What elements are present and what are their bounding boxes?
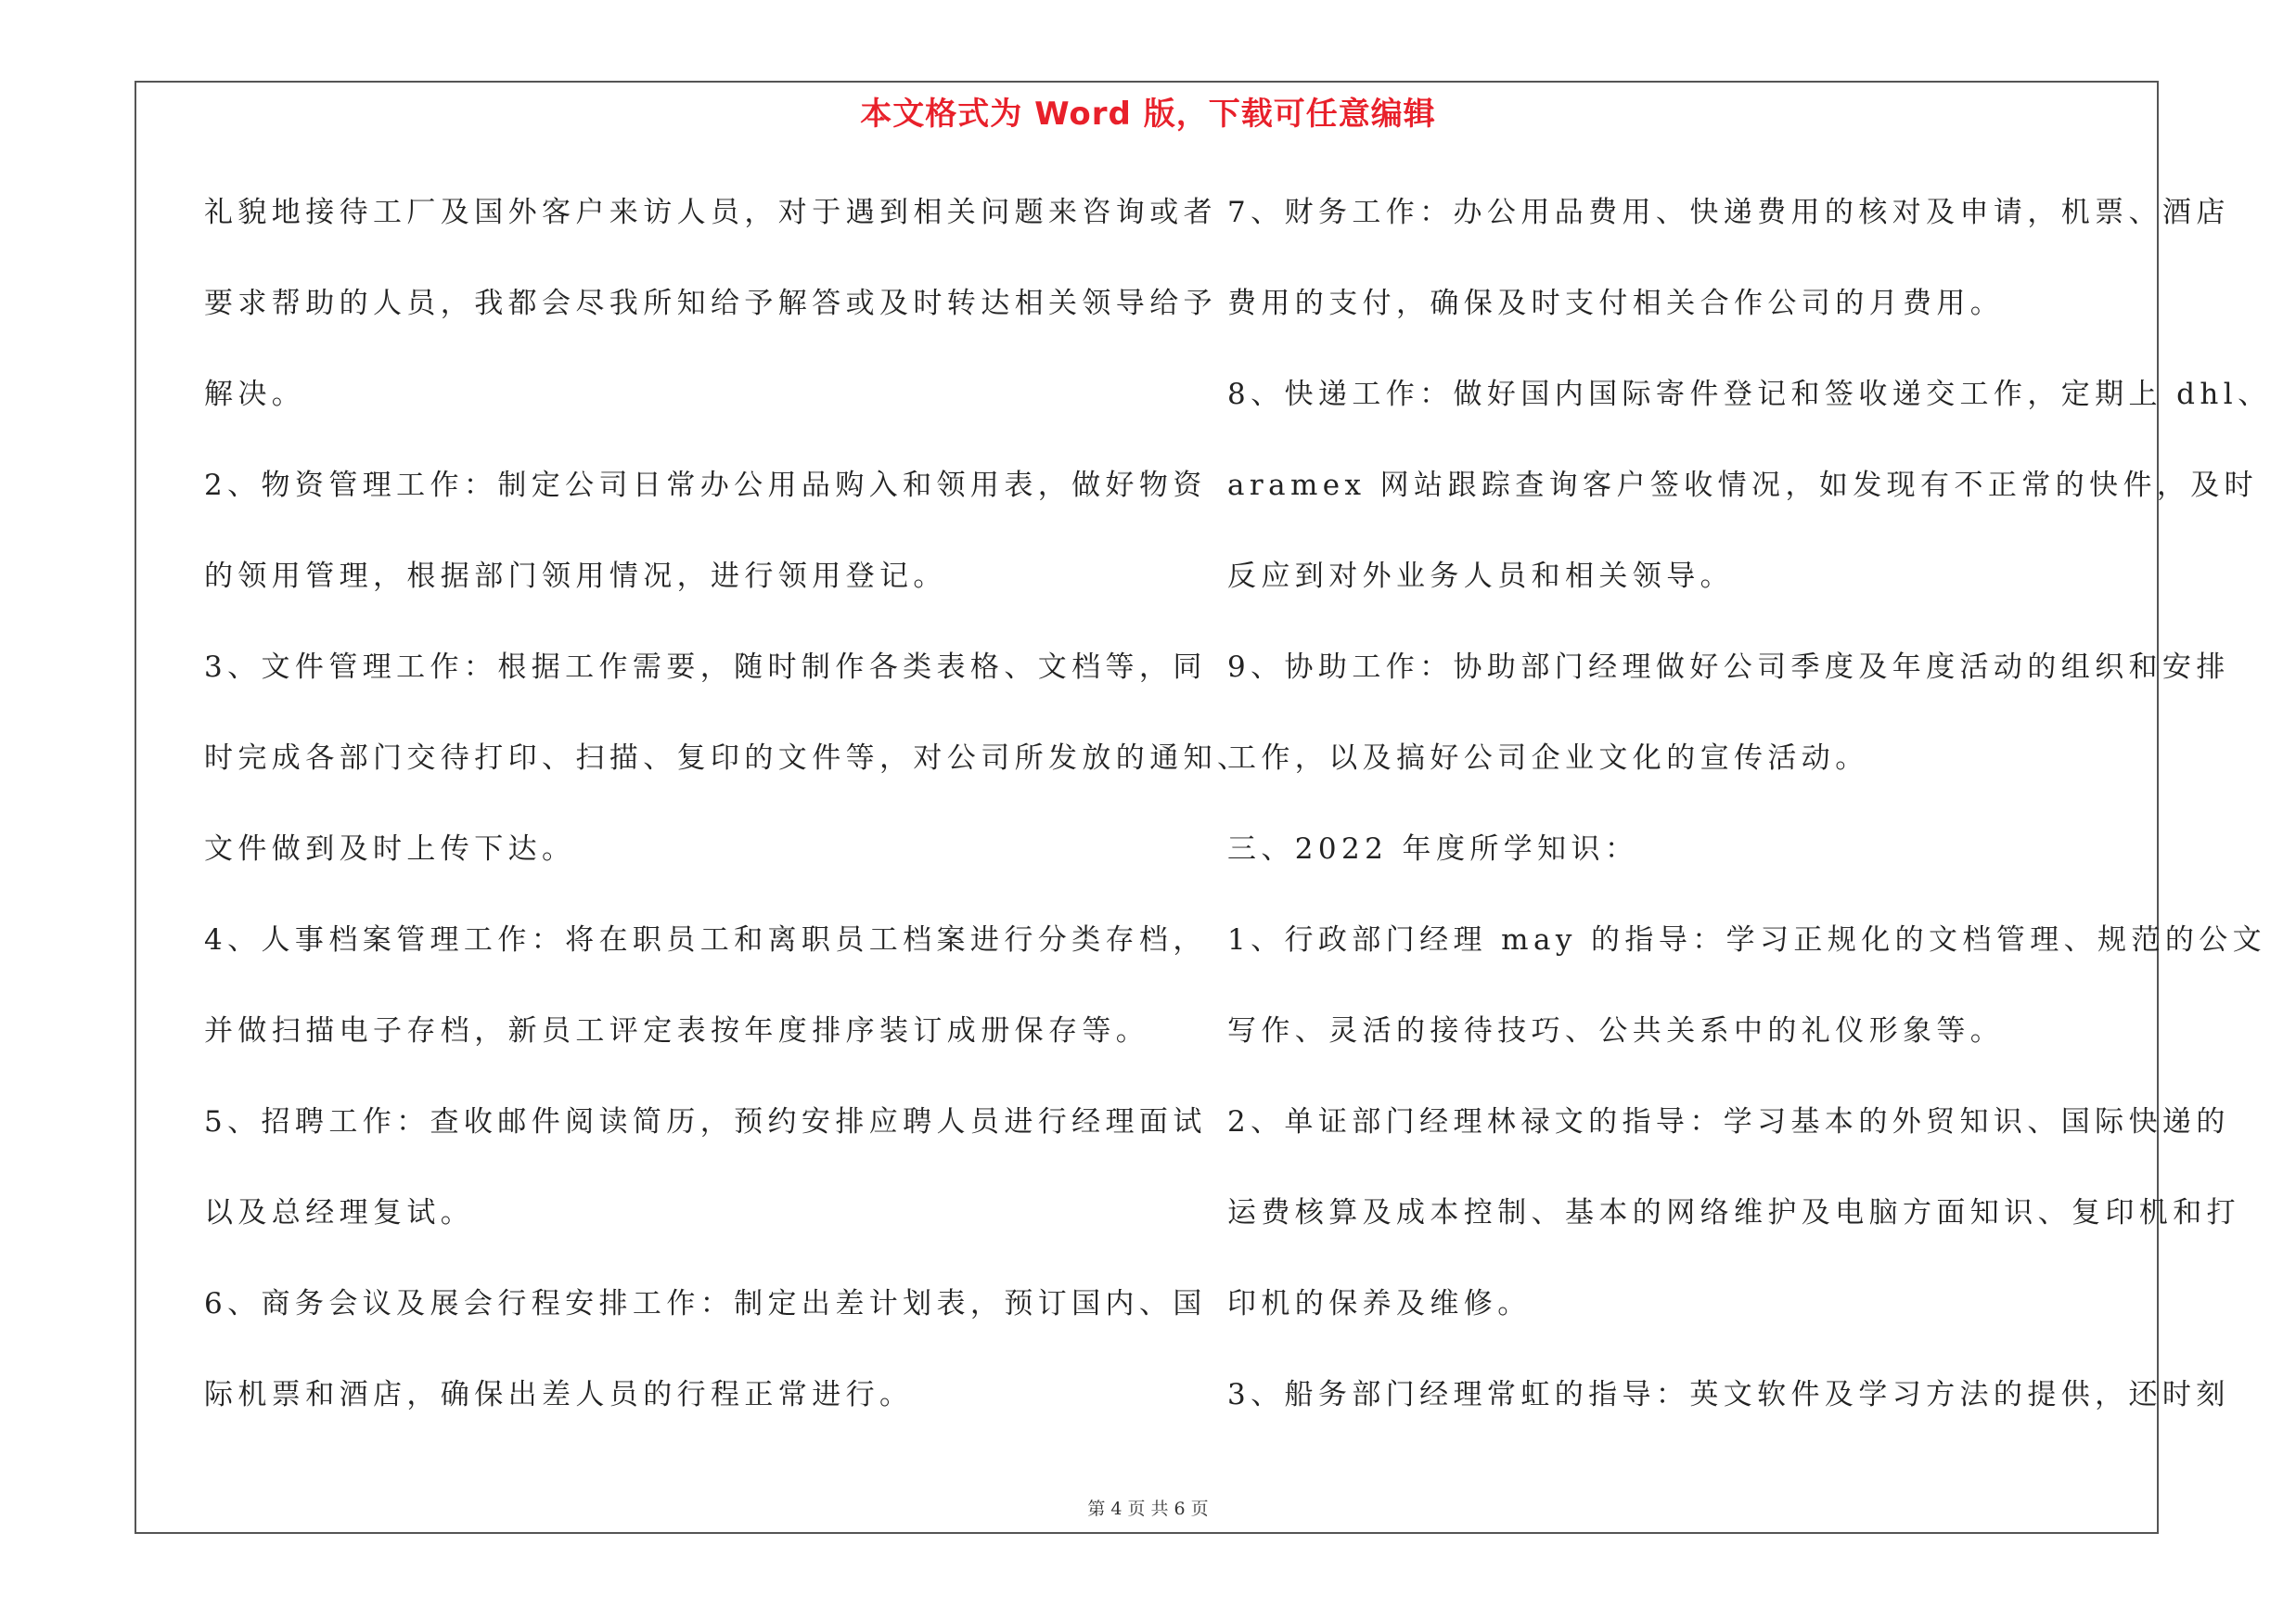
text-line: 以及总经理复试。 — [204, 1196, 475, 1230]
section-heading: 三、2022 年度所学知识： — [1227, 832, 1639, 866]
text-line: 并做扫描电子存档，新员工评定表按年度排序装订成册保存等。 — [204, 1014, 1150, 1048]
header-banner: 本文格式为 Word 版，下载可任意编辑 — [860, 96, 1436, 133]
text-line: 8、快递工作：做好国内国际寄件登记和签收递交工作，定期上 dhl、 — [1227, 378, 2272, 411]
text-line: 要求帮助的人员，我都会尽我所知给予解答或及时转达相关领导给予 — [204, 287, 1217, 320]
left-column — [204, 167, 1251, 1440]
text-line: 印机的保养及维修。 — [1227, 1287, 1532, 1320]
text-line: 2、物资管理工作：制定公司日常办公用品购入和领用表，做好物资 — [204, 469, 1207, 502]
text-line: 7、财务工作：办公用品费用、快递费用的核对及申请，机票、酒店 — [1227, 196, 2230, 229]
text-line: 9、协助工作：协助部门经理做好公司季度及年度活动的组织和安排 — [1227, 650, 2230, 684]
text-line: 的领用管理，根据部门领用情况，进行领用登记。 — [204, 560, 947, 593]
text-line: aramex 网站跟踪查询客户签收情况，如发现有不正常的快件，及时 — [1227, 469, 2259, 502]
text-line: 解决。 — [204, 378, 306, 411]
text-line: 5、招聘工作：查收邮件阅读简历，预约安排应聘人员进行经理面试 — [204, 1105, 1207, 1139]
text-line: 时完成各部门交待打印、扫描、复印的文件等，对公司所发放的通知、 — [204, 741, 1251, 775]
text-line: 3、文件管理工作：根据工作需要，随时制作各类表格、文档等，同 — [204, 650, 1207, 684]
text-line: 工作，以及搞好公司企业文化的宣传活动。 — [1227, 741, 1869, 775]
text-line: 2、单证部门经理林禄文的指导：学习基本的外贸知识、国际快递的 — [1227, 1105, 2230, 1139]
text-line: 运费核算及成本控制、基本的网络维护及电脑方面知识、复印机和打 — [1227, 1196, 2240, 1230]
right-column — [1227, 167, 2272, 1440]
text-line: 反应到对外业务人员和相关领导。 — [1227, 560, 1734, 593]
text-line: 写作、灵活的接待技巧、公共关系中的礼仪形象等。 — [1227, 1014, 2005, 1048]
text-line: 文件做到及时上传下达。 — [204, 832, 576, 866]
text-line: 1、行政部门经理 may 的指导：学习正规化的文档管理、规范的公文 — [1227, 923, 2267, 957]
text-line: 3、船务部门经理常虹的指导：英文软件及学习方法的提供，还时刻 — [1227, 1378, 2230, 1411]
text-line: 4、人事档案管理工作：将在职员工和离职员工档案进行分类存档， — [204, 923, 1207, 957]
text-line: 费用的支付，确保及时支付相关合作公司的月费用。 — [1227, 287, 2005, 320]
page-number: 第 4 页 共 6 页 — [1087, 1499, 1209, 1519]
text-line: 礼貌地接待工厂及国外客户来访人员，对于遇到相关问题来咨询或者 — [204, 196, 1217, 229]
text-line: 际机票和酒店，确保出差人员的行程正常进行。 — [204, 1378, 914, 1411]
text-line: 6、商务会议及展会行程安排工作：制定出差计划表，预订国内、国 — [204, 1287, 1207, 1320]
